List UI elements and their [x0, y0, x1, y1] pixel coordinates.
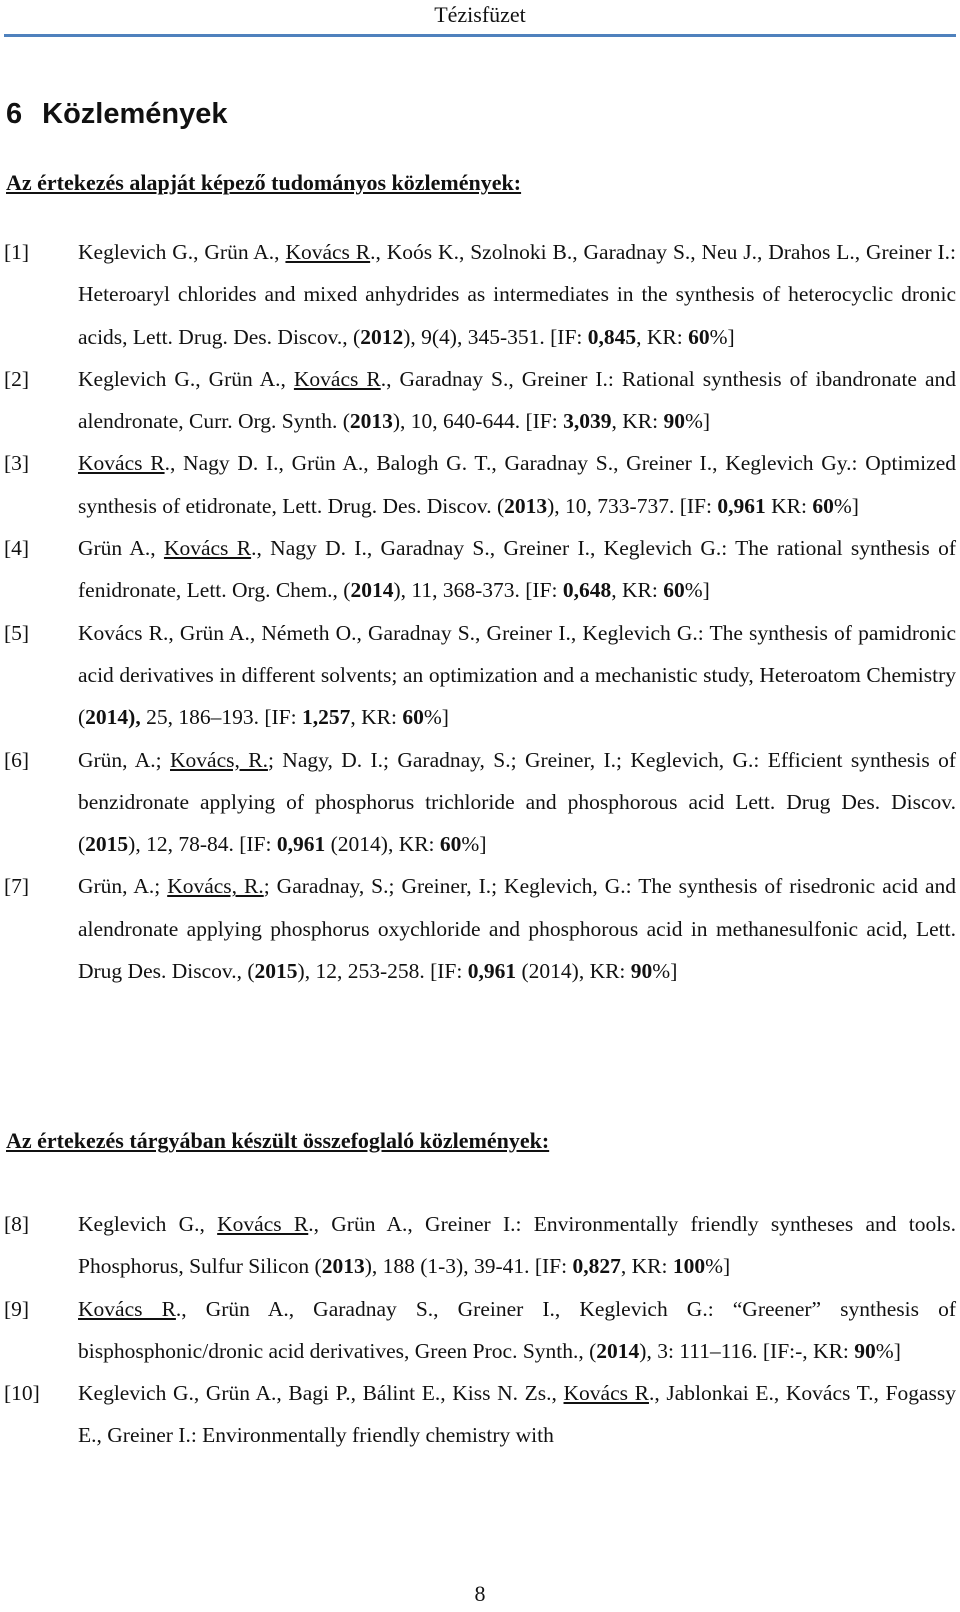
reference-number: [6] — [4, 747, 30, 772]
bold-value: 60 — [402, 705, 424, 730]
bold-value: 2013 — [349, 409, 393, 434]
bold-value: 2012 — [360, 324, 404, 349]
section-heading-primary: Az értekezés alapját képező tudományos közlemények: — [6, 170, 522, 195]
bold-value: 60 — [663, 578, 685, 603]
text-segment: ), 10, 640-644. [IF: — [392, 409, 564, 434]
text-segment: ), 12, 78-84. [IF: — [128, 832, 277, 857]
page-number: 8 — [474, 1581, 486, 1606]
bold-value: 60 — [439, 832, 462, 857]
reference-number: [5] — [4, 620, 30, 645]
bold-value: 2014 — [596, 1338, 640, 1363]
bold-value: 90 — [630, 959, 653, 984]
reference-text — [78, 621, 956, 730]
reference-number: [9] — [4, 1296, 30, 1321]
running-header: Tézisfüzet — [434, 2, 526, 27]
text-segment: ., Nagy D. I., Garadnay S., Greiner I., Keglevich G.: The rational synthesis of fenidronate, Lett. Org. Chem., ( — [78, 536, 956, 603]
bold-value: 3,039 — [563, 409, 612, 434]
text-segment: (2014), KR: — [325, 832, 440, 857]
author-highlight: Kovács, R. — [170, 747, 268, 772]
bold-value: 2013 — [321, 1254, 365, 1279]
text-segment: ), 9(4), 345-351. [IF: — [403, 324, 588, 349]
text-segment: Keglevich G., Grün A., — [78, 366, 294, 391]
text-segment: %] — [461, 832, 487, 857]
reference-text — [78, 1212, 956, 1278]
bold-value: 90 — [663, 409, 685, 434]
text-segment: ., Grün A., Greiner I.: Environmentally friendly syntheses and tools. Phosphorus, Sulfur Silicon ( — [78, 1212, 956, 1279]
text-segment: Grün, A.; — [78, 874, 168, 899]
text-segment: ., Koós K., Szolnoki B., Garadnay S., Neu J., Drahos L., Greiner I.: Heteroaryl chlorides and mixed anhydrides as intermediates in the synthesis of heterocyclic dronic acids, Lett. Drug. Des. Discov., ( — [78, 240, 957, 349]
text-segment: %] — [709, 324, 735, 349]
text-segment: ), 188 (1-3), 39-41. [IF: — [364, 1254, 573, 1279]
text-segment: ), 10, 733-737. [IF: — [547, 493, 718, 518]
text-segment: %] — [652, 959, 678, 984]
text-segment: Keglevich G., Grün A., — [78, 240, 286, 264]
text-segment: ), 3: 111–116. [IF:-, KR: — [639, 1338, 855, 1363]
reference-text — [78, 536, 956, 602]
bold-value: 0,961 — [717, 493, 766, 518]
author-highlight: Kovács R — [563, 1381, 649, 1406]
text-segment: ; Garadnay, S.; Greiner, I.; Keglevich, G.: The synthesis of risedronic acid and alendronate applying phosphorus oxychloride and phosphorous acid in methanesulfonic acid, Lett. Drug Des. Discov., ( — [78, 874, 957, 984]
text-segment: Keglevich G., Grün A., Bagi P., Bálint E., Kiss N. Zs., — [78, 1381, 564, 1406]
text-segment: , KR: — [611, 409, 664, 434]
author-highlight: Kovács, R. — [167, 874, 264, 899]
text-segment: 25, 186–193. [IF: — [140, 705, 302, 730]
reference-item — [0, 612, 960, 739]
bold-value: 2014), — [85, 705, 141, 730]
text-segment: ), 12, 253-258. [IF: — [297, 959, 468, 984]
reference-text — [78, 1297, 956, 1363]
section-heading-review: Az értekezés tárgyában készült összefoglaló közlemények: — [6, 1128, 550, 1153]
text-segment: Keglevich G., — [78, 1212, 218, 1236]
reference-item — [0, 442, 960, 527]
text-segment: %] — [875, 1338, 901, 1363]
reference-text — [78, 240, 956, 349]
text-segment: Grün A., — [78, 536, 164, 561]
text-segment: ; Nagy, D. I.; Garadnay, S.; Greiner, I.; Keglevich, G.: Efficient synthesis of benzidronate applying of phosphorus trichloride and phosphorous acid Lett. Drug Des. Discov. ( — [78, 747, 957, 857]
bold-value: 0,961 — [467, 959, 517, 984]
reference-item — [0, 231, 960, 358]
reference-item — [0, 527, 960, 612]
author-highlight: Kovács R — [293, 366, 381, 391]
header-rule — [4, 34, 956, 37]
bold-value: 2015 — [85, 832, 129, 857]
bold-value: 0,961 — [276, 832, 326, 857]
bold-value: 100 — [672, 1254, 706, 1279]
reference-item — [0, 1372, 960, 1457]
chapter-title-text: Közlemények — [42, 98, 228, 130]
reference-number: [7] — [4, 874, 30, 899]
bold-value: 2013 — [504, 493, 548, 518]
bold-value: 60 — [688, 324, 710, 349]
reference-number: [2] — [4, 366, 30, 391]
author-highlight: Kovács R — [163, 536, 252, 561]
reference-text — [78, 367, 956, 433]
bold-value: 2015 — [254, 959, 298, 984]
author-highlight: Kovács R — [78, 1296, 176, 1321]
reference-item — [0, 739, 960, 866]
text-segment: ., Grün A., Garadnay S., Greiner I., Keglevich G.: “Greener” synthesis of bisphosphonic/dronic acid derivatives, Green Proc. Synth., ( — [78, 1296, 956, 1363]
text-segment: , KR: — [611, 578, 664, 603]
bold-value: 0,845 — [587, 324, 637, 349]
reference-number: [4] — [4, 536, 30, 561]
reference-number: [1] — [4, 240, 30, 264]
text-segment: Kovács R., Grün A., Németh O., Garadnay S., Greiner I., Keglevich G.: The synthesis of pamidronic acid derivatives in different solvents; an optimization and a mechanistic study, Heteroatom Chemistry ( — [78, 620, 956, 730]
text-segment: (2014), KR: — [516, 959, 631, 984]
text-segment: %] — [684, 578, 710, 603]
reference-number: [10] — [4, 1381, 40, 1406]
reference-item — [0, 1203, 960, 1288]
bold-value: 0,827 — [572, 1254, 621, 1279]
chapter-number: 6 — [6, 98, 23, 130]
text-segment: %] — [423, 705, 449, 730]
text-segment: %] — [705, 1254, 731, 1279]
reference-text — [78, 451, 956, 517]
bold-value: 2014 — [350, 578, 394, 603]
author-highlight: Kovács R — [285, 240, 371, 264]
bold-value: 1,257 — [301, 705, 351, 730]
text-segment: %] — [833, 493, 859, 518]
author-highlight: Kovács R — [78, 451, 165, 476]
reference-number: [3] — [4, 451, 30, 476]
reference-text — [78, 1381, 956, 1447]
text-segment: ., Garadnay S., Greiner I.: Rational synthesis of ibandronate and alendronate, Curr. Org. Synth. ( — [78, 366, 957, 434]
author-highlight: Kovács R — [217, 1212, 309, 1236]
text-segment: ., Jablonkai E., Kovács T., Fogassy E., Greiner I.: Environmentally friendly chemistry with — [78, 1381, 956, 1448]
reference-text — [78, 874, 956, 983]
reference-item — [0, 865, 960, 992]
reference-text — [78, 748, 956, 857]
text-segment: KR: — [765, 493, 813, 518]
reference-list-primary — [0, 231, 960, 992]
bold-value: 60 — [812, 493, 834, 518]
text-segment: , KR: — [620, 1254, 673, 1279]
bold-value: 0,648 — [562, 578, 612, 603]
text-segment: ), 11, 368-373. [IF: — [393, 578, 563, 603]
bold-value: 90 — [854, 1338, 876, 1363]
text-segment: %] — [684, 409, 711, 434]
text-segment: Grün, A.; — [78, 747, 170, 772]
text-segment: , KR: — [636, 324, 689, 349]
reference-item — [0, 1288, 960, 1373]
reference-list-review — [0, 1203, 960, 1457]
chapter-title — [6, 96, 228, 132]
reference-item — [0, 358, 960, 443]
text-segment: , KR: — [350, 705, 403, 730]
reference-number: [8] — [4, 1212, 30, 1236]
text-segment: ., Nagy D. I., Grün A., Balogh G. T., Garadnay S., Greiner I., Keglevich Gy.: Optimized synthesis of etidronate, Lett. Drug. Des. Discov. ( — [78, 451, 956, 518]
